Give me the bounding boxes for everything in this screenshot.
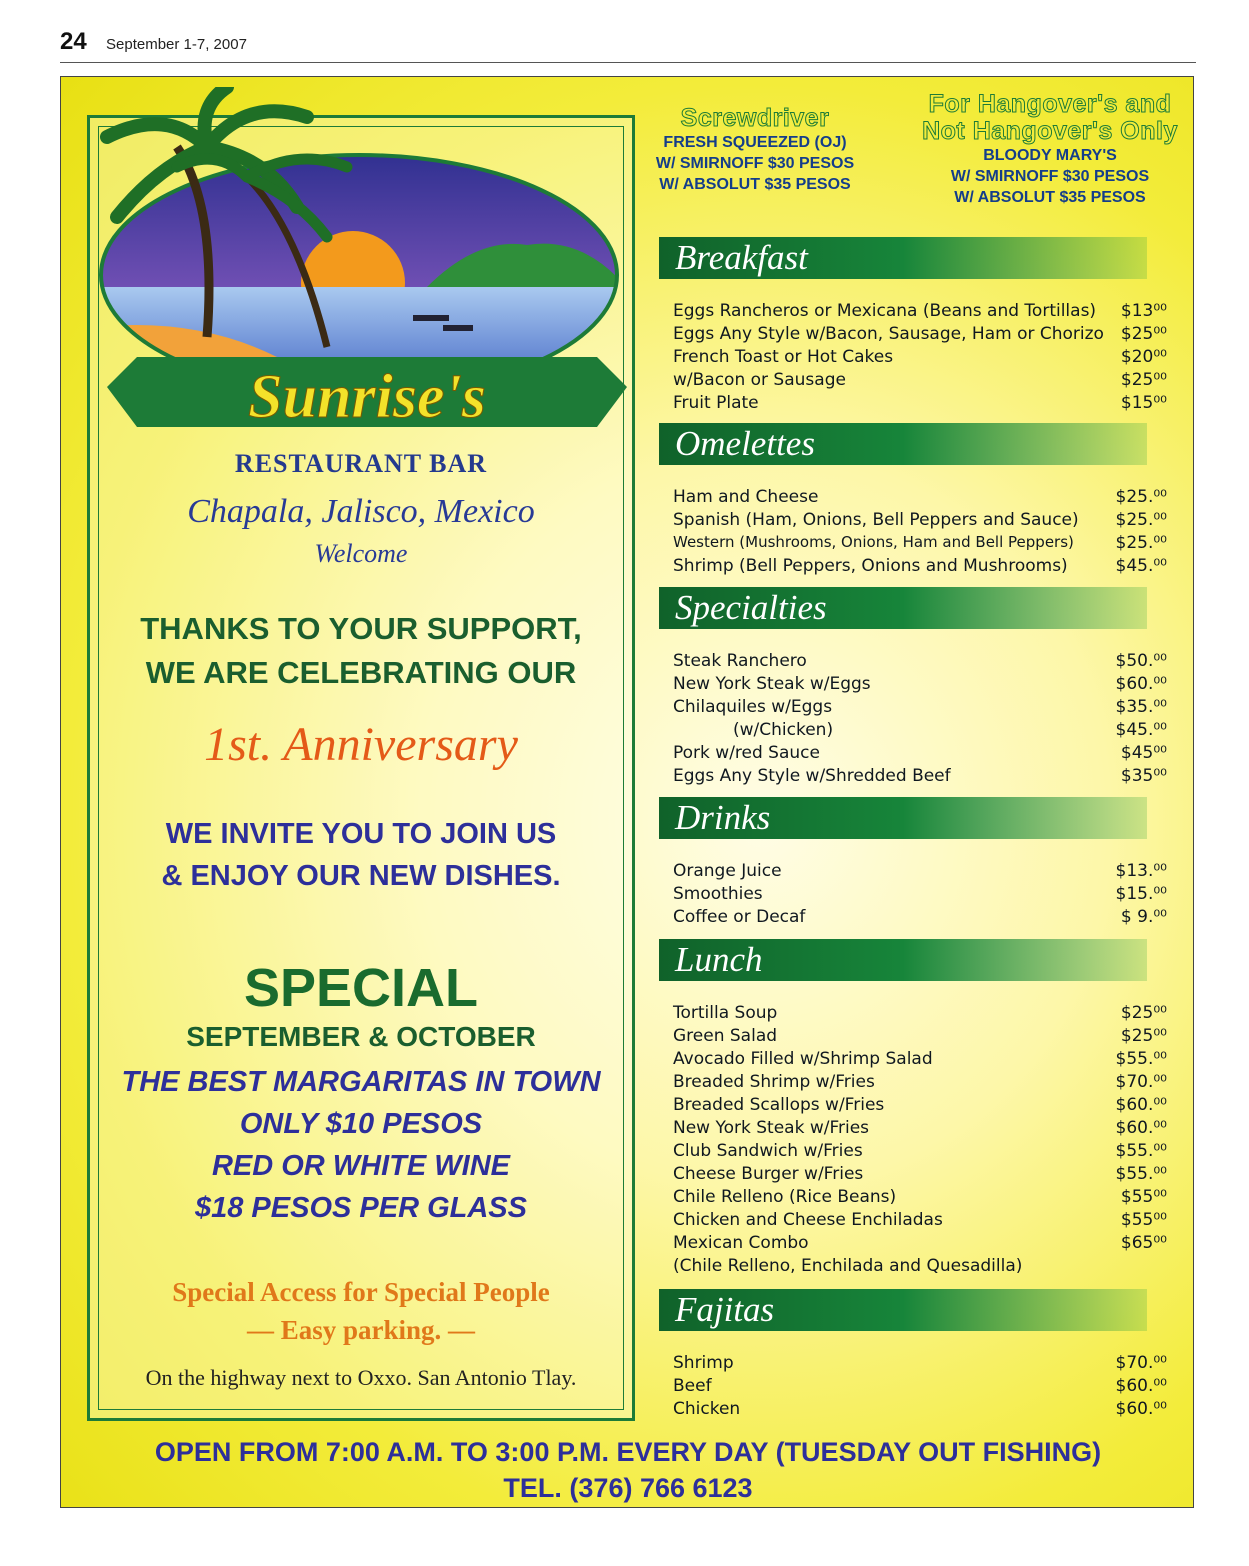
- menu-item: Eggs Any Style w/Shredded Beef $35⁰⁰: [673, 766, 1167, 786]
- menu-item: Spanish (Ham, Onions, Bell Peppers and Sauce) $25.⁰⁰: [673, 510, 1167, 530]
- special-offer: THE BEST MARGARITAS IN TOWN ONLY $10 PESOS RED OR WHITE WINE $18 PESOS PER GLASS: [121, 1066, 601, 1224]
- parking-text: — Easy parking. —: [246, 1315, 476, 1345]
- menu-item: French Toast or Hot Cakes $20⁰⁰: [673, 347, 1167, 367]
- section-title: Specialties: [659, 587, 1147, 629]
- menu-item: Beef $60.⁰⁰: [673, 1376, 1167, 1396]
- menu-item: Chile Relleno (Rice Beans) $55⁰⁰: [673, 1187, 1167, 1207]
- section-title: Lunch: [659, 939, 1147, 981]
- sunrise-logo: [97, 87, 633, 457]
- menu-item: (Chile Relleno, Enchilada and Quesadilla): [673, 1256, 1023, 1276]
- menu-item: New York Steak w/Fries $60.⁰⁰: [673, 1118, 1167, 1138]
- page-date: September 1-7, 2007: [106, 36, 247, 53]
- menu-item: Avocado Filled w/Shrimp Salad $55.⁰⁰: [673, 1049, 1167, 1069]
- section-title: Fajitas: [659, 1289, 1147, 1331]
- menu-item: Mexican Combo $65⁰⁰: [673, 1233, 1167, 1253]
- menu-section-specialties: [659, 587, 1175, 789]
- menu-item: Pork w/red Sauce $45⁰⁰: [673, 743, 1167, 763]
- menu-item: Coffee or Decaf $ 9.⁰⁰: [673, 907, 1167, 927]
- menu-section-fajitas: [659, 1289, 1175, 1422]
- section-title: Drinks: [659, 797, 1147, 839]
- menu-item: Tortilla Soup $25⁰⁰: [673, 1003, 1167, 1023]
- special-heading: SPECIAL: [243, 958, 479, 1018]
- special-months: SEPTEMBER & OCTOBER: [186, 1021, 536, 1052]
- menu-item: Smoothies $15.⁰⁰: [673, 884, 1167, 904]
- menu-item: Cheese Burger w/Fries $55.⁰⁰: [673, 1164, 1167, 1184]
- menu-item: Chicken $60.⁰⁰: [673, 1399, 1167, 1419]
- menu-item: Chilaquiles w/Eggs $35.⁰⁰: [673, 697, 1167, 717]
- menu-item: (w/Chicken) $45.⁰⁰: [733, 720, 1167, 740]
- menu-item: Shrimp (Bell Peppers, Onions and Mushrooms) $45.⁰⁰: [673, 556, 1167, 576]
- menu-item: Orange Juice $13.⁰⁰: [673, 861, 1167, 881]
- menu-item: Green Salad $25⁰⁰: [673, 1026, 1167, 1046]
- invite-text: WE INVITE YOU TO JOIN US & ENJOY OUR NEW DISHES.: [161, 818, 561, 892]
- menu-item: Club Sandwich w/Fries $55.⁰⁰: [673, 1141, 1167, 1161]
- menu-section-omelettes: [659, 423, 1175, 579]
- menu-item: Chicken and Cheese Enchiladas $55⁰⁰: [673, 1210, 1167, 1230]
- menu-item: Eggs Any Style w/Bacon, Sausage, Ham or Chorizo $25⁰⁰: [673, 324, 1167, 344]
- page-number: 24: [60, 28, 87, 55]
- menu-item: Breaded Shrimp w/Fries $70.⁰⁰: [673, 1072, 1167, 1092]
- menu-item: Western (Mushrooms, Onions, Ham and Bell Peppers) $25.⁰⁰: [673, 533, 1167, 553]
- menu-section-lunch: [659, 939, 1175, 1279]
- menu-item: Fruit Plate $15⁰⁰: [673, 393, 1167, 413]
- thanks-text: THANKS TO YOUR SUPPORT, WE ARE CELEBRATING OUR: [140, 611, 582, 690]
- menu-item: w/Bacon or Sausage $25⁰⁰: [673, 370, 1167, 390]
- welcome-label: Welcome: [314, 539, 408, 568]
- screwdriver-block: Screwdriver FRESH SQUEEZED (OJ) W/ SMIRNOFF $30 PESOS W/ ABSOLUT $35 PESOS: [655, 104, 855, 193]
- access-text: Special Access for Special People: [172, 1277, 550, 1307]
- anniversary-text: 1st. Anniversary: [204, 718, 518, 771]
- menu-item: New York Steak w/Eggs $60.⁰⁰: [673, 674, 1167, 694]
- menu-section-drinks: [659, 797, 1175, 930]
- logo-text: Sunrise's: [248, 363, 486, 431]
- page-header: [60, 28, 1196, 63]
- phone-number: TEL. (376) 766 6123: [503, 1473, 753, 1503]
- opening-hours: OPEN FROM 7:00 A.M. TO 3:00 P.M. EVERY DAY (TUESDAY OUT FISHING): [154, 1437, 1102, 1467]
- address-text: On the highway next to Oxxo. San Antonio Tlay.: [145, 1365, 577, 1390]
- menu-section-breakfast: [659, 237, 1175, 416]
- menu-item: Ham and Cheese $25.⁰⁰: [673, 487, 1167, 507]
- menu-item: Steak Ranchero $50.⁰⁰: [673, 651, 1167, 671]
- menu-item: Eggs Rancheros or Mexicana (Beans and Tortillas) $13⁰⁰: [673, 301, 1167, 321]
- section-title: Omelettes: [659, 423, 1147, 465]
- restaurant-bar-label: RESTAURANT BAR: [234, 449, 488, 478]
- advertisement: [60, 76, 1194, 1508]
- hangover-block: For Hangover's and Not Hangover's Only BLOODY MARY'S W/ SMIRNOFF $30 PESOS W/ ABSOLUT $35 PESOS: [922, 90, 1178, 206]
- menu-item: Breaded Scallops w/Fries $60.⁰⁰: [673, 1095, 1167, 1115]
- menu-item: Shrimp $70.⁰⁰: [673, 1353, 1167, 1373]
- section-title: Breakfast: [659, 237, 1147, 279]
- city-label: Chapala, Jalisco, Mexico: [187, 493, 535, 530]
